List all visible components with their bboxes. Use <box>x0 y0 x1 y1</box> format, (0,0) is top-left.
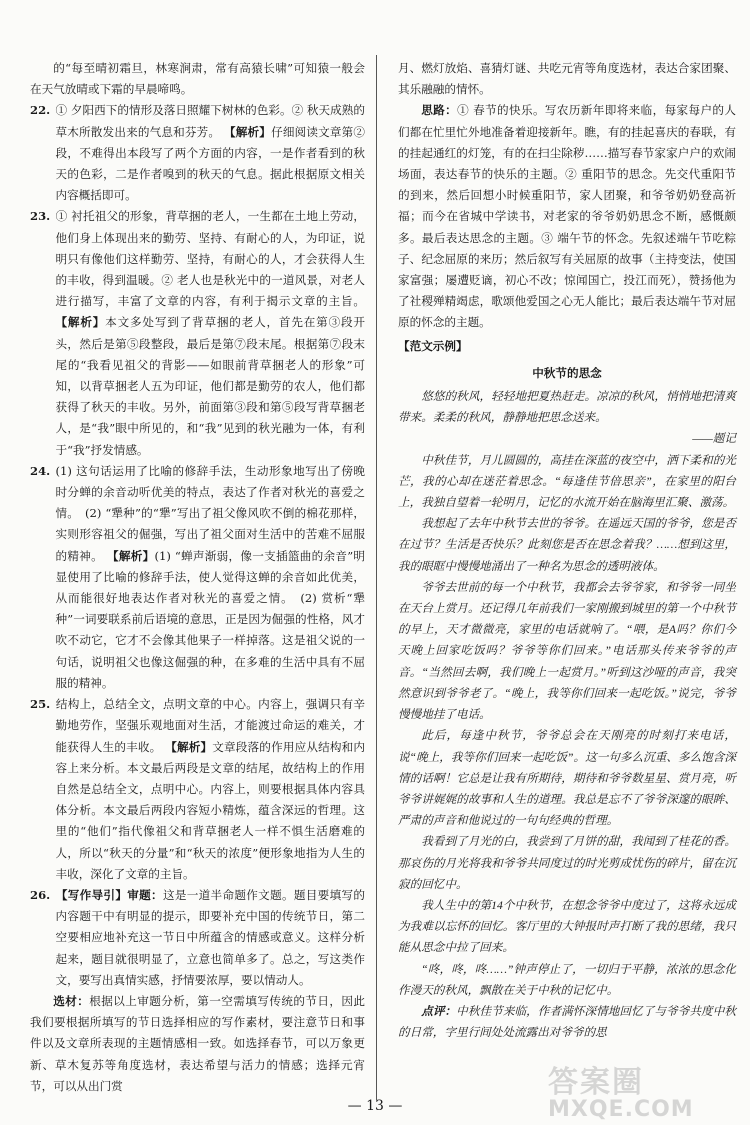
outline-text: ① 春节的快乐。写农历新年即将来临，每家每户的人们都在忙里忙外地准备着迎接新年。瞧，有的挂起喜庆的春联，有的挂起通红的灯笼，有的在扫尘除秽……描写春节家家户户的欢闹场面，表达春节的快乐的主题。② 重阳节的思念。先交代重阳节的到来，然后回想小时候重阳节，家人团聚，和爷爷奶奶登高祈福；而今在省城中学读书，对老家的爷爷奶奶思念不断，感慨颇多。最后表达思念的主题。③ 端午节的怀念。先叙述端午节吃粽子、纪念屈原的来历；然后叙写有关屈原的故事（主持变法，使国家富强；屡遭贬谪，初心不改；惊闻国亡，投江而死），赞扬他为了社稷殚精竭虑，歌颂他爱国之心无人能比；最后表达端午节对屈原的怀念的主题。 <box>398 103 736 330</box>
analysis-tag: 【解析】 <box>165 739 213 754</box>
page-number: — 13 — <box>347 1098 403 1114</box>
analysis-text: 文章段落的作用应从结构和内容上来分析。本文最后两段是文章的结尾，故结构上的作用自然是总结全文，点明中心。内容上，则要根据具体内容具体分析。本文最后两段内容短小精炼，蕴含深远的哲理。这里的“他们”指代像祖父和背草捆老人一样不惧生活磨难的人，所以“秋天的分量”和“秋天的浓度”便形象地指为人生的丰收，深化了文章的主旨。 <box>55 739 365 881</box>
question-number: 23. <box>30 209 51 224</box>
analysis-text: 仔细阅读文章第②段，不难得出本段写了两个方面的内容，一是作者看到的秋天的色彩，二是作者嗅到的秋天的气息。据此根据原文相关内容概括即可。 <box>55 124 365 203</box>
comment-text: 中秋佳节来临，作者满怀深情地回忆了与爷爷共度中秋的日常，字里行间处处流露出对爷爷的思 <box>398 1004 736 1040</box>
outline-paragraph <box>398 100 736 333</box>
answer-text: ① 夕阳西下的情形及落日照耀下树林的色彩。② 秋天成熟的草木所散发出来的气息和芬芳。 <box>55 103 365 139</box>
answer-text: (1) 这句话运用了比喻的修辞手法，生动形象地写出了傍晚时分蝉的余音动听优美的特点，表达了作者对秋光的喜爱之情。 (2) “犟种”的“犟”写出了祖父像风吹不倒的棉花那样，实则形容祖父的倔强，写出了祖父面对生活中的苦难不屈服的精神。 <box>55 463 365 563</box>
question-number: 26. <box>30 887 51 902</box>
material-tag: 选材： <box>53 993 90 1008</box>
question-number: 25. <box>30 697 51 712</box>
analysis-text: (1) “蝉声渐弱，像一支插篮曲的余音”明显使用了比喻的修辞手法，使人觉得这蝉的余音如此优美，从而能很好地表达作者对秋光的喜爱之情。 (2) 赏析“犟种”一词要联系前后语境的意思，正是因为倔强的性格，风才吹不动它，它才不会像其他果子一样掉落。这是祖父说的一句话，说明祖父也像这倔强的种，在多难的生活中具有不屈服的精神。 <box>55 548 365 690</box>
analysis-tag: 【解析】 <box>106 548 155 563</box>
essay-paragraph: 我看到了月光的白，我尝到了月饼的甜，我闻到了桂花的香。那哀伤的月光将我和爷爷共同度过的时光剪成忧伤的碎片，留在沉寂的回忆中。 <box>398 835 736 891</box>
watermark-top-text: 答案圈 <box>548 1065 644 1100</box>
answer-22 <box>30 100 365 206</box>
comment-tag: 点评： <box>421 1004 457 1018</box>
analysis-tag: 【解析】 <box>55 315 106 330</box>
answer-25 <box>30 694 365 885</box>
epigraph: 悠悠的秋风，轻轻地把夏热赶走。凉凉的秋风，悄悄地把清爽带来。柔柔的秋风，静静地把思念送来。 <box>398 390 736 425</box>
watermark-bottom-text: MXQE.COM <box>548 1097 694 1122</box>
outline-tag: 思路： <box>421 103 458 118</box>
essay-paragraph: 此后，每逢中秋节，爷爷总会在天刚亮的时刻打来电话，说“晚上，我等你们回来一起吃饭”。这一句多么沉重、多么饱含深情的话啊！它总是让我有所期待，期待和爷爷数星星、赏月亮，听爷爷讲娓娓的故事和人生的道理。我总是忘不了爷爷深邃的眼眸、严肃的声音和他说过的一句句经典的哲理。 <box>398 729 736 828</box>
review-tag: 审题： <box>127 887 163 902</box>
review-text: 这是一道半命题作文题。题目要填写的内容题干中有明显的提示，即要补充中国的传统节日，第二空要相应地补充这一节日中所蕴含的情感或意义。这样分析起来，题目就很明显了，立意也简单多了。总之，写这类作文，要写出真情实感，抒情要浓厚，要以情动人。 <box>55 887 365 987</box>
essay-paragraph: “咚，咚，咚……”钟声停止了，一切归于平静，浓浓的思念化作漫天的秋风，飘散在关于中秋的记忆中。 <box>398 962 736 997</box>
answer-text: ① 衬托祖父的形象，背草捆的老人，一生都在土地上劳动，他们身上体现出来的勤劳、坚持、有耐心的人，为印证，说明只有像他们这样勤劳、坚持，有耐心的人，才会获得人生的丰收，得到温暖。② 老人也是秋光中的一道风景，对老人进行描写，丰富了文章的内容，有利于揭示文章的主旨。 <box>55 209 365 309</box>
essay-paragraph: 我想起了去年中秋节去世的爷爷。在遥远天国的爷爷，您是否在过节？生活是否快乐？此刻您是否在思念着我？……想到这里，我的眼眶中慢慢地涌出了一种名为思念的透明液体。 <box>398 517 736 573</box>
essay-paragraph: 中秋佳节，月儿圆圆的，高挂在深蓝的夜空中，洒下柔和的光芒，我的心却在迷茫着思念。“每逢佳节倍思亲”，在家里的阳台上，我独自望着一轮明月，记忆的水流开始在脑海里汇聚、激荡。 <box>398 453 736 510</box>
question-number: 24. <box>30 463 51 478</box>
epigraph-signature: ——题记 <box>692 432 736 446</box>
material-text: 根据以上审题分析，第一空需填写传统的节日，因此我们要根据所填写的节日选择相应的写作素材，要注意节日和事件以及文章所表现的主题情感相一致。如选择春节，可以万象更新、草木复苏等角度选材，表达希望与活力的情感；选择元宵节，可以从出门赏 <box>30 993 365 1093</box>
essay-paragraph: 爷爷去世前的每一个中秋节，我都会去爷爷家，和爷爷一同坐在天台上赏月。还记得几年前我们一家刚搬到城里的第一个中秋节的早上，天才微微亮，家里的电话就响了。“喂，是A吗？你们今天晚上回家吃饭吗？爷爷等你们回来。”电话那头传来爷爷的声音。“当然回去啊，我们晚上一起赏月。”听到这沙哑的声音，我突然意识到爷爷老了。“晚上，我等你们回来一起吃饭。”说完，爷爷慢慢地挂了电话。 <box>398 580 736 722</box>
sample-essay <box>398 386 736 1043</box>
essay-paragraph: 我人生中的第14个中秋节，在想念爷爷中度过了，这将永远成为我难以忘怀的回忆。客厅里的大钟报时声打断了我的思绪，我只能从思念中拉了回来。 <box>398 898 736 955</box>
material-continued: 月、燃灯放焰、喜猜灯谜、共吃元宵等角度选材，表达合家团聚、其乐融融的情怀。 <box>398 61 736 97</box>
analysis-text: 本文多处写到了背草捆的老人，首先在第③段开头，然后是第⑤段整段，最后是第⑦段末尾。根据第⑦段末尾的“我看见祖父的背影——如眼前背草捆老人的形象”可知，以背草捆老人五为印证，他们都是勤劳的农人，他们都获得了秋天的丰收。另外，前面第③段和第⑤段写背草捆老人，是“我”眼中所见的，和“我”见到的秋光融为一体，有利于“我”抒发情感。 <box>55 315 365 457</box>
right-column <box>398 58 736 1043</box>
analysis-tag: 【解析】 <box>224 124 272 139</box>
watermark-logo <box>548 1057 738 1122</box>
sample-essay-heading: 【范文示例】 <box>398 338 468 353</box>
answer-text: 结构上，总结全文，点明文章的中心。内容上，强调只有辛勤地劳作，坚强乐观地面对生活，才能渡过命运的难关，才能获得人生的丰收。 <box>55 697 365 754</box>
material-paragraph <box>30 991 365 1097</box>
comment-paragraph <box>398 1001 736 1043</box>
answer-24 <box>30 461 365 694</box>
question-number: 22. <box>30 103 51 118</box>
answer-23 <box>30 206 365 460</box>
column-divider <box>376 55 377 1100</box>
answer-26 <box>30 885 365 991</box>
essay-title: 中秋节的思念 <box>532 365 602 380</box>
writing-guide-tag: 【写作导引】 <box>55 887 128 902</box>
intro-text: 的“每至晴初霜旦，林寒涧肃，常有高猿长啸”可知猿一般会在天气放晴或下霜的早晨啼鸣。 <box>30 61 365 97</box>
left-column <box>30 58 365 1097</box>
